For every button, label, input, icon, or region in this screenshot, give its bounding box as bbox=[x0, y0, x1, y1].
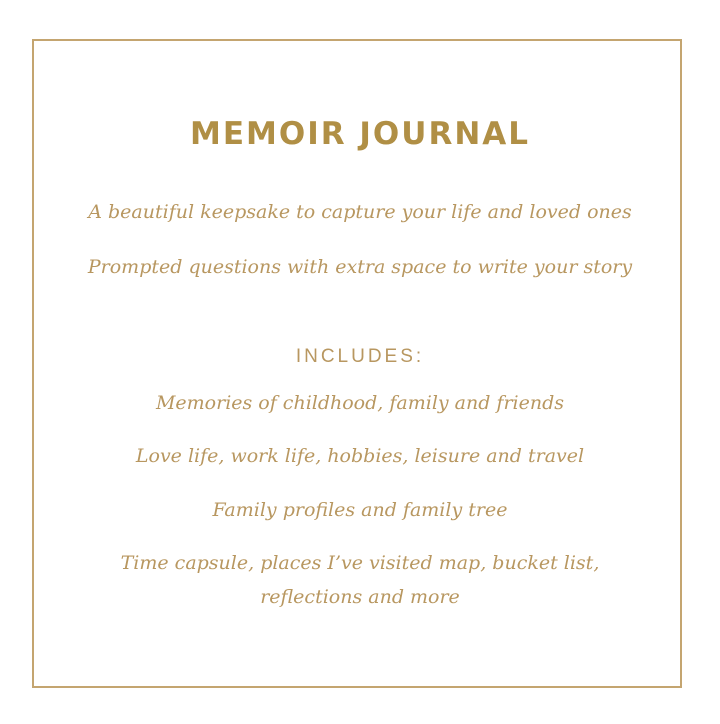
includes-heading: INCLUDES: bbox=[295, 346, 425, 367]
includes-item-love-life: Love life, work life, hobbies, leisure and travel bbox=[135, 445, 585, 467]
includes-item-reflections: reflections and more bbox=[260, 586, 460, 608]
includes-item-time-capsule: Time capsule, places I’ve visited map, bucket list, bbox=[120, 552, 600, 574]
includes-item-memories: Memories of childhood, family and friends bbox=[155, 392, 565, 414]
tagline-keepsake: A beautiful keepsake to capture your life and loved ones bbox=[88, 201, 632, 223]
includes-item-family-profiles: Family profiles and family tree bbox=[212, 499, 508, 521]
tagline-prompted: Prompted questions with extra space to write your story bbox=[87, 256, 633, 278]
page-title: MEMOIR JOURNAL bbox=[189, 116, 531, 152]
